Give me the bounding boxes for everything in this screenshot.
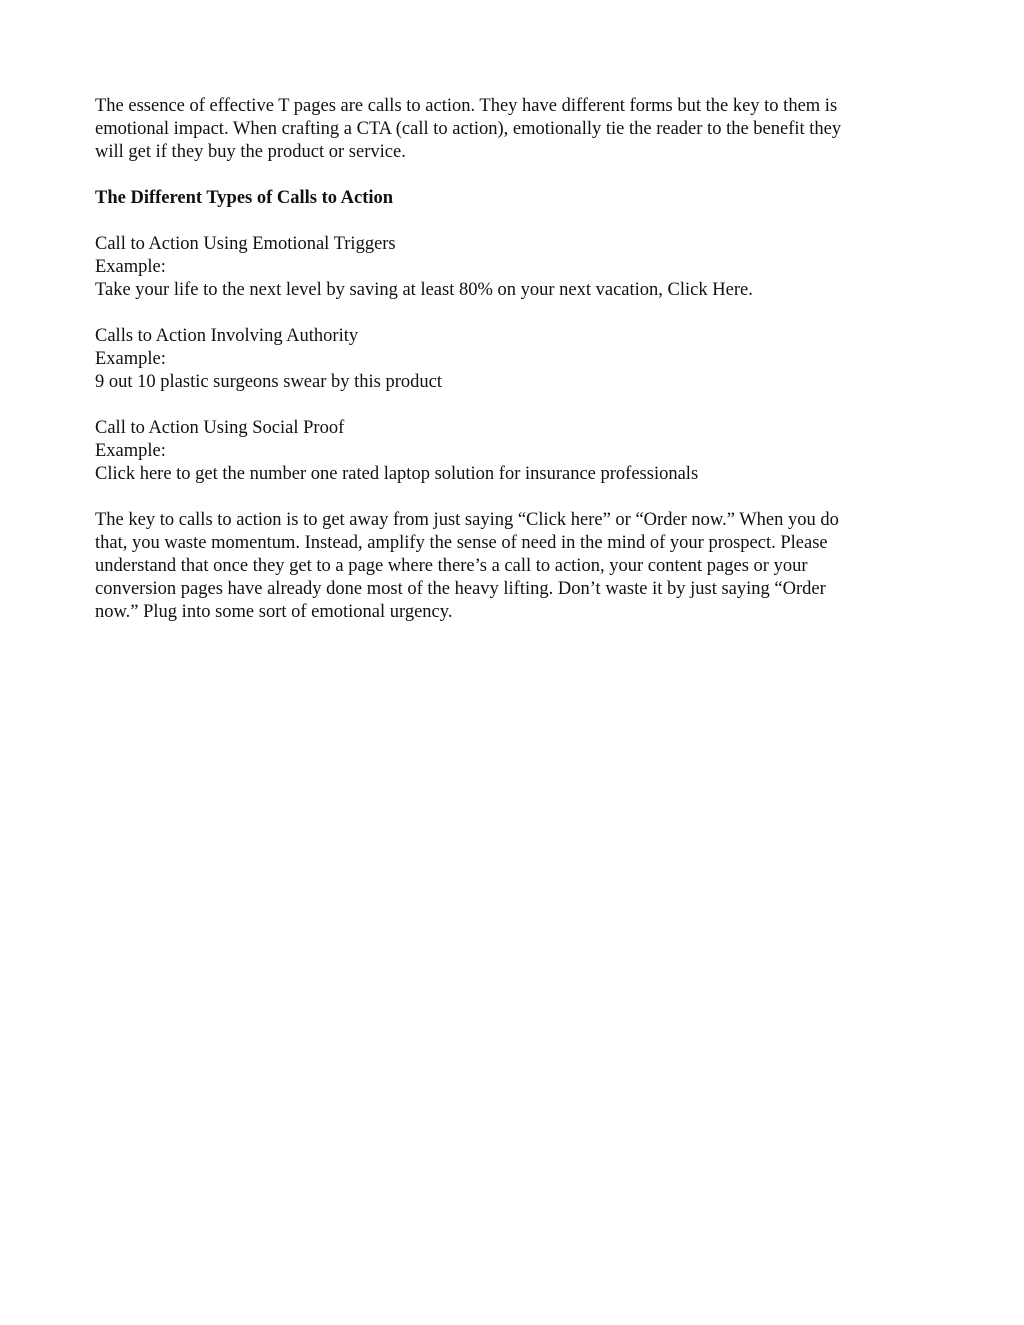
example-title: Call to Action Using Social Proof — [95, 418, 345, 438]
example-block-authority — [95, 325, 925, 394]
intro-line: will get if they buy the product or service. — [95, 142, 406, 162]
example-text: Take your life to the next level by saving at least 80% on your next vacation, Click Here. — [95, 280, 753, 300]
intro-paragraph — [95, 95, 925, 164]
example-label: Example: — [95, 441, 166, 461]
example-label: Example: — [95, 349, 166, 369]
example-title: Calls to Action Involving Authority — [95, 326, 359, 346]
section-heading: The Different Types of Calls to Action — [95, 188, 394, 208]
closing-line: that, you waste momentum. Instead, amplify the sense of need in the mind of your prospect. Please — [95, 533, 828, 553]
example-label: Example: — [95, 257, 166, 277]
closing-line: conversion pages have already done most of the heavy lifting. Don’t waste it by just saying “Order — [95, 579, 826, 599]
document-page — [95, 95, 925, 647]
closing-line: understand that once they get to a page where there’s a call to action, your content pages or your — [95, 556, 808, 576]
intro-line: emotional impact. When crafting a CTA (call to action), emotionally tie the reader to the benefit they — [95, 119, 842, 139]
example-text: 9 out 10 plastic surgeons swear by this product — [95, 372, 443, 392]
example-block-emotional-triggers — [95, 233, 925, 302]
example-block-social-proof — [95, 417, 925, 486]
closing-line: The key to calls to action is to get away from just saying “Click here” or “Order now.” When you do — [95, 510, 839, 530]
closing-paragraph — [95, 509, 925, 624]
example-text: Click here to get the number one rated laptop solution for insurance professionals — [95, 464, 699, 484]
closing-line: now.” Plug into some sort of emotional urgency. — [95, 602, 453, 622]
example-title: Call to Action Using Emotional Triggers — [95, 234, 396, 254]
intro-line: The essence of effective T pages are calls to action. They have different forms but the key to them is — [95, 96, 838, 116]
